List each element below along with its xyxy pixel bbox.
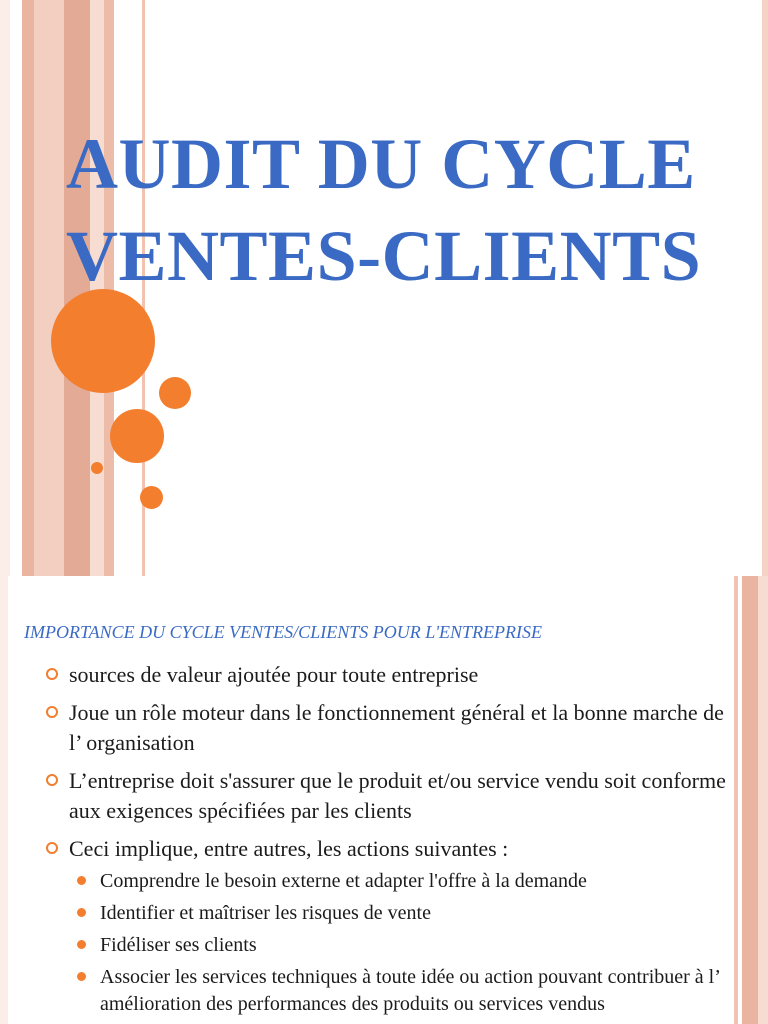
bullet-list xyxy=(46,660,736,1024)
list-item xyxy=(46,834,736,1018)
sub-list-item xyxy=(77,868,736,895)
sub-list-item xyxy=(77,932,736,959)
sub-list-item-text: Comprendre le besoin externe et adapter l'offre à la demande xyxy=(100,870,587,892)
small-orange-circle xyxy=(159,377,191,409)
decorative-stripe xyxy=(758,576,768,1024)
dot-bullet-icon xyxy=(77,908,86,917)
list-item-text: sources de valeur ajoutée pour toute entreprise xyxy=(69,662,479,687)
ring-bullet-icon xyxy=(46,842,58,854)
list-item xyxy=(46,660,736,690)
dot-bullet-icon xyxy=(77,876,86,885)
dot-bullet-icon xyxy=(77,940,86,949)
slide-subtitle: IMPORTANCE DU CYCLE VENTES/CLIENTS POUR L'ENTREPRISE xyxy=(24,622,543,642)
sub-list-item xyxy=(77,900,736,927)
sub-list-item-text: Fidéliser ses clients xyxy=(100,934,257,956)
slide-title: AUDIT DU CYCLE VENTES-CLIENTS xyxy=(66,124,702,296)
medium-orange-circle xyxy=(110,409,164,463)
ring-bullet-icon xyxy=(46,668,58,680)
sub-list-item-text: Associer les services techniques à toute idée ou action pouvant contribuer à l’ amélioration des performances des produits ou services vendus xyxy=(100,966,720,1015)
small-orange-circle xyxy=(140,486,163,509)
decorative-stripe xyxy=(34,0,64,576)
sub-bullet-list xyxy=(77,868,736,1018)
list-item-text: Ceci implique, entre autres, les actions suivantes : xyxy=(69,836,509,861)
list-item-text: Joue un rôle moteur dans le fonctionnement général et la bonne marche de l’ organisation xyxy=(69,700,724,755)
right-edge-strip xyxy=(762,0,768,576)
large-orange-circle xyxy=(51,289,155,393)
sub-list-item xyxy=(77,964,736,1018)
list-item xyxy=(46,698,736,758)
list-item xyxy=(46,766,736,826)
content-slide xyxy=(0,576,768,1024)
sub-list-item-text: Identifier et maîtriser les risques de vente xyxy=(100,902,431,924)
decorative-stripe xyxy=(742,576,758,1024)
ring-bullet-icon xyxy=(46,706,58,718)
tiny-orange-circle xyxy=(91,462,103,474)
left-edge-strip xyxy=(0,576,8,1024)
decorative-stripe xyxy=(22,0,34,576)
ring-bullet-icon xyxy=(46,774,58,786)
dot-bullet-icon xyxy=(77,972,86,981)
list-item-text: L’entreprise doit s'assurer que le produit et/ou service vendu soit conforme aux exigences spécifiées par les clients xyxy=(69,768,726,823)
left-edge-strip xyxy=(0,0,10,576)
